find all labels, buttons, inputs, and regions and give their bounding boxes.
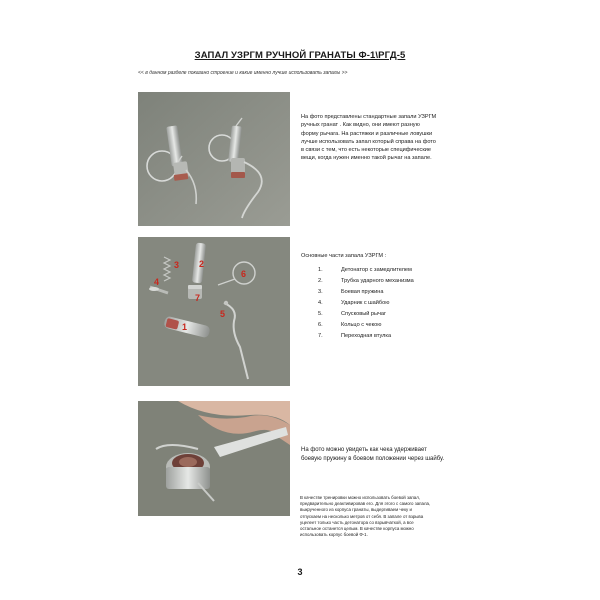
list-item (301, 308, 471, 319)
parts-list (301, 264, 471, 341)
note-line: отпускаем на несколько метров от себя. В запале от взрыва (300, 513, 424, 519)
note-line: выкрученного из корпуса гранаты, выдергиваем чеку и (300, 507, 412, 513)
pin-holding-description (301, 446, 471, 464)
description-line: боевую пружину в боевом положении через шайбу. (301, 456, 445, 462)
part-number: 4. (318, 299, 323, 306)
list-item (301, 286, 471, 297)
parts-heading: Основные части запала УЗРГМ : (301, 253, 387, 259)
photo-standard-fuzes (138, 92, 290, 226)
part-label-4: 4 (154, 277, 160, 287)
description-line: вещи, когда нужен именно такой рычаг на запале. (301, 155, 432, 162)
part-number: 3. (318, 288, 323, 295)
description-line: На фото можно увидеть как чека удерживает (301, 447, 427, 453)
document-subtitle: << в данном разделе показано строение и какие именно лучше использовать запалы >> (138, 70, 348, 76)
fuzes-photo-illustration (138, 92, 290, 226)
note-line: использовать корпус боевой Ф-1. (300, 532, 368, 538)
part-number: 2. (318, 277, 323, 284)
note-line: остальное останется целым. В качестве корпуса можно (300, 526, 414, 532)
description-line: в связи с тем, что есть некоторые специфические (301, 147, 432, 154)
description-line: лучше использовать запал который справа на фото (301, 138, 436, 145)
closeup-photo-illustration (138, 401, 290, 516)
part-label-5: 5 (220, 309, 226, 319)
part-label-7: 7 (195, 293, 201, 303)
parts-photo-illustration (138, 237, 290, 386)
training-note (300, 495, 478, 538)
part-name: Боевая пружина (341, 288, 384, 295)
list-item (301, 275, 471, 286)
note-line: предварительно деактивировав его. Для этого с самого запала, (300, 501, 431, 507)
photo-disassembled-parts (138, 237, 290, 386)
part-number: 6. (318, 321, 323, 328)
part-name: Ударник с шайбою (341, 299, 390, 306)
photo-pin-holding-spring (138, 401, 290, 516)
part-label-2: 2 (199, 259, 205, 269)
part-name: Детонатор с замедлителем (341, 266, 412, 273)
part-name: Кольцо с чекою (341, 321, 382, 328)
parts-section (301, 252, 471, 341)
part-label-3: 3 (174, 260, 180, 270)
list-item (301, 319, 471, 330)
page-number: 3 (297, 567, 303, 577)
part-number: 7. (318, 332, 323, 339)
part-name: Трубка ударного механизма (341, 277, 414, 284)
list-item (301, 264, 471, 275)
document-title: ЗАПАЛ УЗРГМ РУЧНОЙ ГРАНАТЫ Ф-1\РГД-5 (194, 50, 406, 61)
description-line: форму рычага. На растяжки и различные ловушки (301, 130, 433, 137)
part-name: Переходная втулка (341, 332, 392, 339)
note-line: уцелеет только часть детонатора со взрывчаткой, а все (300, 519, 414, 525)
note-line: В качестве тренировки можно использовать боевой запал, (300, 495, 421, 500)
standard-fuzes-description (301, 113, 471, 163)
part-name: Спусковый рычаг (341, 310, 387, 317)
part-label-1: 1 (182, 322, 188, 332)
part-label-6: 6 (241, 269, 247, 279)
description-line: ручных гранат . Как видно, они имеют разную (301, 122, 420, 129)
list-item (301, 297, 471, 308)
description-line: На фото представлены стандартные запали УЗРГМ (301, 114, 437, 120)
part-number: 5. (318, 310, 323, 317)
part-number: 1. (318, 266, 323, 273)
list-item (301, 330, 471, 341)
